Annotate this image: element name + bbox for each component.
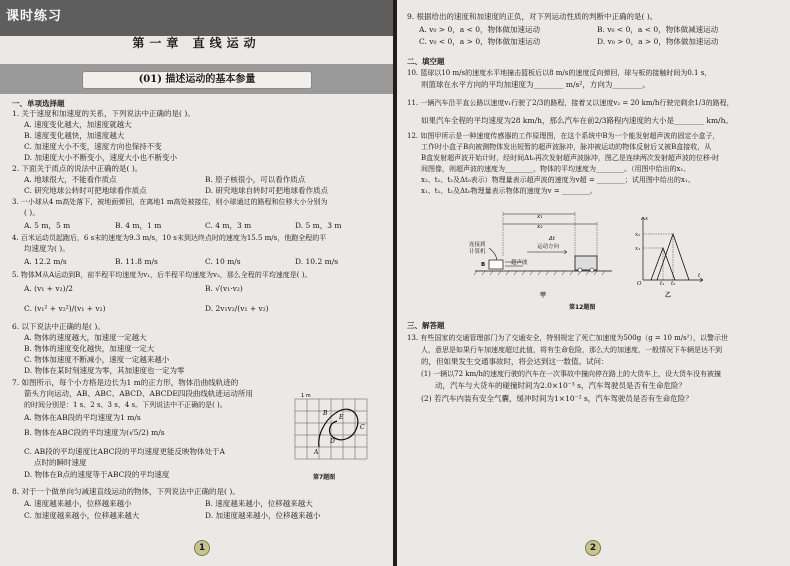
option-line: D. 加速度大小不断变小，速度大小也不断变小 (24, 153, 178, 162)
point-label: D (330, 438, 335, 445)
section-title: (01) 描述运动的基本参量 (82, 71, 312, 89)
question-line: 1. 关于速度和加速度的关系，下列说法中正确的是( )。 (12, 109, 195, 118)
option-line: C. 物体加速度不断减小，速度一定越来越小 (24, 355, 170, 364)
label-motion-direction: 运动方向 (537, 244, 560, 250)
point-label: C (360, 424, 365, 431)
option-line: D. 10.2 m/s (295, 257, 339, 266)
figure-7-caption: 第7题图 (313, 474, 336, 481)
option-line: D. v₀ > 0，a > 0，物体做加速运动 (597, 37, 719, 46)
option-line: B. 原子核很小，可以看作质点 (205, 175, 306, 184)
option-line: A. 物体的速度越大，加速度一定越大 (24, 333, 147, 342)
question-line: (2) 若汽车内装有安全气囊，缓冲时间为1×10⁻² s，汽车驾驶员是否有生命危险？ (421, 394, 693, 403)
question-line: 3. 一小球从4 m高处落下，被地面弹回，在离地1 m高处被接住，则小球通过的路程和位移大小分别为 (12, 198, 328, 206)
option-line: A. 地球很大，不能看作质点 (24, 175, 117, 184)
figure-12-caption: 第12题图 (569, 304, 596, 311)
label-x2: x₂ (537, 224, 543, 230)
question-line: 动，汽车与大货车的碰撞时间为2.0×10⁻³ s，汽车驾驶员是否有生命危险？ (435, 381, 686, 390)
option-line: C. AB段的平均速度比ABC段的平均速度更能反映物体处于A (24, 447, 225, 456)
question-line: 4. 百米运动员起跑后，6 s末的速度为9.3 m/s，10 s末到达终点时的速度为15.5 m/s，他跑全程的平 (12, 234, 327, 242)
option-line: C. 加速度越来越小，位移越来越大 (24, 511, 140, 520)
option-line: B. 速度变化越快，加速度越大 (24, 131, 125, 140)
axis-x-label: x (645, 216, 649, 222)
question-line: 人，意思是如果行车加速度超过此值，将有生命危险，那么大的加速度，一般情况下车辆是达不到 (421, 346, 722, 354)
question-line: 箭头方向运动，AB、ABC、ABCD、ABCDE四段曲线轨迹运动所用 (24, 389, 253, 398)
question-line: x₂、t₁、t₂及Δt₀表示）物理量表示超声波的速度为v超 = ________；试用图中给出的x₁、 (421, 176, 695, 184)
header-title: 课时练习 (6, 9, 63, 24)
option-line: D. 物体在B点的速度等于ABC段的平均速度 (24, 470, 170, 479)
option-line: B. 物体在ABC段的平均速度为(√5/2) m/s (24, 428, 165, 437)
question-line: 的，但如果发生交通事故时，将会达到这一数值。试问： (421, 357, 609, 366)
question-line: x₁、t₁、t₂及Δt₀物理量表示物体的速度为v = ________。 (421, 187, 597, 195)
question-line: 的时间分别是：1 s、2 s、3 s、4 s。下列说法中不正确的是( )。 (24, 401, 227, 409)
question-line: B盒发射超声波开始计时，经时间Δt₀再次发射超声波脉冲，图乙是连续两次发射超声波的位移-时 (421, 154, 720, 162)
question-line: 2. 下面关于质点的说法中正确的是( )。 (12, 164, 143, 173)
label-ultrasound: 超声波 (511, 260, 528, 266)
option-line: A. (v₁ + v₂)/2 (24, 284, 73, 293)
section-band (0, 64, 393, 94)
label-box-b: B (481, 262, 486, 268)
question-line: 如果汽车全程的平均速度为28 km/h，那么汽车在前2/3路程内速度的大小是________ km/h。 (421, 116, 733, 125)
chapter-title: 第一章 直线运动 (132, 36, 261, 50)
option-line: B. 速度越来越小，位移越来越大 (205, 499, 313, 508)
question-line: 13. 有些国家的交通管理部门为了交通安全，特别规定了死亡加速度为500g（g = 10 m/s²），以警示世 (407, 334, 729, 342)
option-line: C. 4 m，3 m (205, 221, 252, 230)
option-line: A. 速度变化越大，加速度就越大 (24, 120, 132, 129)
question-line: 9. 根据给出的速度和加速度的正负，对下列运动性质的判断中正确的是( )。 (407, 12, 658, 21)
option-line: C. v₀ < 0，a > 0，物体做加速运动 (419, 37, 541, 46)
figure-12-xt-graph (635, 214, 705, 286)
option-line: D. 2v₁v₂/(v₁ + v₂) (205, 304, 269, 313)
tick-x2: x₂ (635, 232, 641, 238)
figure-12-sensor-diagram (467, 204, 617, 286)
sensor-box (489, 260, 503, 269)
option-line: D. 物体在某时刻速度为零，其加速度也一定为零 (24, 366, 185, 375)
option-line: A. v₀ > 0，a < 0，物体做加速运动 (419, 25, 541, 34)
point-label: E (339, 414, 344, 421)
page-number: 2 (585, 540, 601, 556)
option-line: A. 12.2 m/s (24, 257, 67, 266)
question-line: 间图像，则超声波的速度为________，物体的平均速度为________。（用图中给出的x₁、 (421, 165, 691, 173)
right-page (397, 0, 790, 566)
option-line: A. 物体在AB段的平均速度为1 m/s (24, 413, 141, 422)
question-line: (1) 一辆以72 km/h的速度行驶的汽车在一次事故中撞向停在路上的大货车上，设大货车没有被撞 (421, 370, 722, 378)
question-line: 12. 如图甲所示是一种速度传感器的工作原理图，在这个系统中B为一个能发射超声波的固定小盒子， (407, 132, 720, 140)
origin-label: O (637, 281, 642, 286)
question-line: 5. 物体M从A运动到B，前半程平均速度为v₁，后半程平均速度为v₂，那么全程的平均速度是( )。 (12, 271, 312, 279)
pulse-lines (651, 234, 689, 280)
axis-t-label: t (698, 273, 701, 279)
question-line: 6. 以下说法中正确的是( )。 (12, 322, 105, 331)
moving-cart (575, 256, 597, 270)
option-line: C. (v₁² + v₂²)/(v₁ + v₂) (24, 304, 106, 313)
option-line: C. 10 m/s (205, 257, 241, 266)
header-bar (0, 0, 393, 36)
section-heading-answer: 三、解答题 (407, 321, 445, 330)
point-label: B (323, 410, 328, 417)
question-line: 7. 如图所示，每个小方格是边长为1 m的正方形，物体沿曲线轨迹的 (12, 378, 239, 387)
figure-12b-label: 乙 (665, 292, 672, 299)
question-line: 8. 对于一个做单向匀减速直线运动的物体，下列说法中正确的是( )。 (12, 487, 240, 496)
tick-x1: x₁ (635, 246, 641, 252)
section-heading-fill: 二、填空题 (407, 57, 445, 66)
question-line: 10. 篮球以10 m/s的速度水平地撞击篮板后以8 m/s的速度反向弹回，球与板的接触时间为0.1 s， (407, 69, 712, 77)
figure-7-grid (287, 393, 377, 471)
option-line: D. 研究地球自转时可把地球看作质点 (205, 186, 329, 195)
question-line: 11. 一辆汽车沿平直公路以速度v₁行驶了2/3的路程，接着又以速度v₂ = 20 km/h行驶完剩余1/3的路程， (407, 99, 734, 107)
option-line: B. 物体的速度变化越快，加速度一定大 (24, 344, 155, 353)
option-line: A. 5 m，5 m (24, 221, 71, 230)
label-computer-2: 计算机 (469, 249, 486, 255)
section-heading-choice: 一、单项选择题 (12, 99, 65, 108)
page-number: 1 (194, 540, 210, 556)
option-line: B. √(v₁·v₂) (205, 284, 243, 293)
question-line: 均速度为( )。 (24, 244, 70, 253)
tick-t1: t₁ (660, 281, 665, 286)
figure-12a-label: 甲 (540, 292, 547, 299)
point-label: A (314, 449, 319, 456)
option-line: B. v₀ < 0，a < 0，物体做减速运动 (597, 25, 719, 34)
tick-t2: t₂ (671, 281, 676, 286)
option-line: A. 速度越来越小，位移越来越小 (24, 499, 132, 508)
option-line: C. 加速度大小不变，速度方向也保持不变 (24, 142, 162, 151)
option-line: 点时的瞬时速度 (34, 458, 87, 467)
option-line: D. 加速度越来越小，位移越来越小 (205, 511, 321, 520)
label-x1: x₁ (537, 214, 543, 220)
left-page (0, 0, 393, 566)
grid-unit-label: 1 m (301, 393, 311, 399)
question-line: 则篮球在水平方向的平均加速度为________ m/s²，方向为________。 (421, 80, 650, 89)
option-line: B. 4 m，1 m (115, 221, 162, 230)
option-line: C. 研究地球公转时可把地球看作质点 (24, 186, 147, 195)
question-line: 工作时小盒子B向被测物体发出短暂的超声波脉冲，脉冲被运动的物体反射后又被B盒接收，从 (421, 143, 712, 151)
option-line: D. 5 m，3 m (295, 221, 342, 230)
option-line: B. 11.8 m/s (115, 257, 158, 266)
question-line: ( )。 (24, 208, 40, 217)
label-dt: Δt (549, 236, 555, 242)
label-computer: 连接到 (469, 242, 486, 248)
